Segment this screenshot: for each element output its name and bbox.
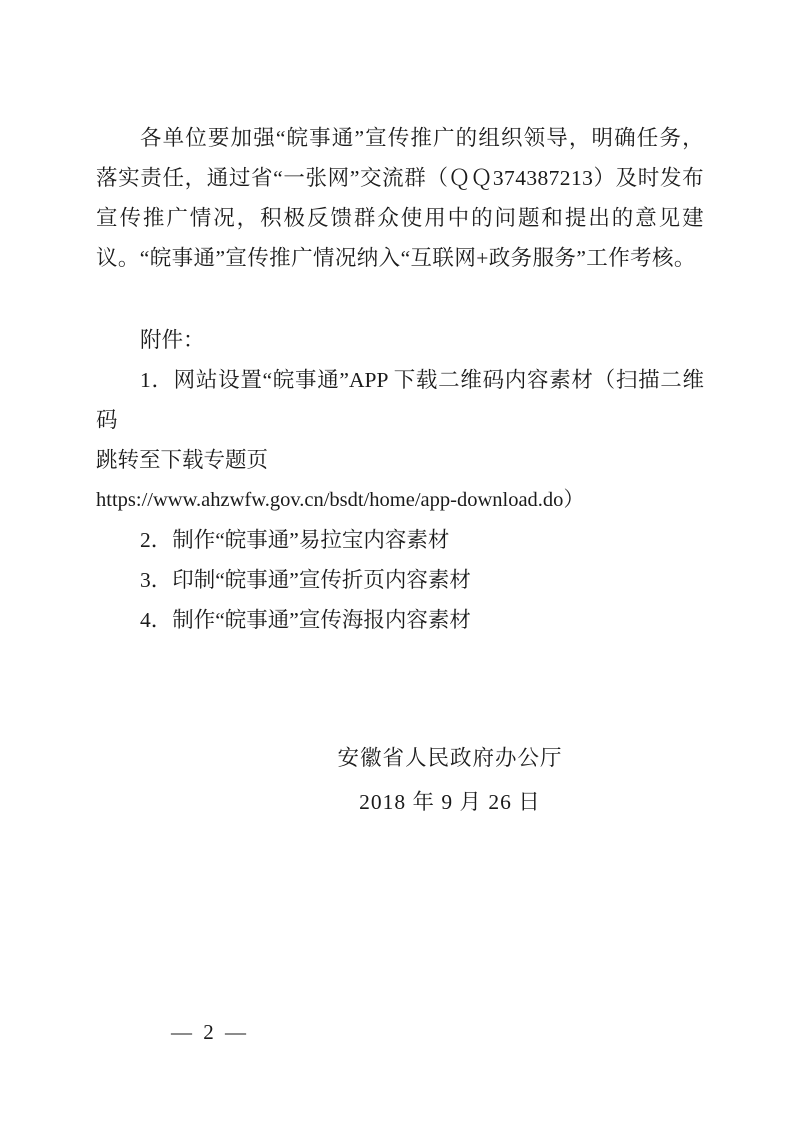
- signature-organization: 安徽省人民政府办公厅: [337, 746, 563, 770]
- paragraph-main: 各单位要加强“皖事通”宣传推广的组织领导，明确任务，落实责任，通过省“一张网”交流群（ＱＱ374387213）及时发布宣传推广情况，积极反馈群众使用中的问题和提出的意见建议。“皖事通”宣传推广情况纳入“互联网+政务服务”工作考核。: [96, 126, 704, 270]
- url-text: https://www.ahzwfw.gov.cn/bsdt/home/app-download.do: [96, 489, 564, 511]
- attachment-item-1-continuation: 跳转至下载专题页: [96, 448, 269, 472]
- attachment-item-3: 3．印制“皖事通”宣传折页内容素材: [140, 568, 471, 592]
- spacer: [96, 278, 704, 320]
- attachment-item-2: 2．制作“皖事通”易拉宝内容素材: [140, 528, 450, 552]
- signature-date: 2018 年 9 月 26 日: [359, 790, 541, 814]
- page-number: — 2 —: [171, 1020, 249, 1044]
- attachment-label: 附件：: [140, 328, 205, 352]
- attachment-download-url: [96, 480, 704, 520]
- attachment-item-1: 1．网站设置“皖事通”APP 下载二维码内容素材（扫描二维码: [96, 368, 704, 432]
- body-block: [96, 0, 704, 824]
- signature-block: [96, 736, 704, 824]
- attachment-item-4: 4．制作“皖事通”宣传海报内容素材: [140, 608, 471, 632]
- url-suffix: ）: [563, 489, 584, 511]
